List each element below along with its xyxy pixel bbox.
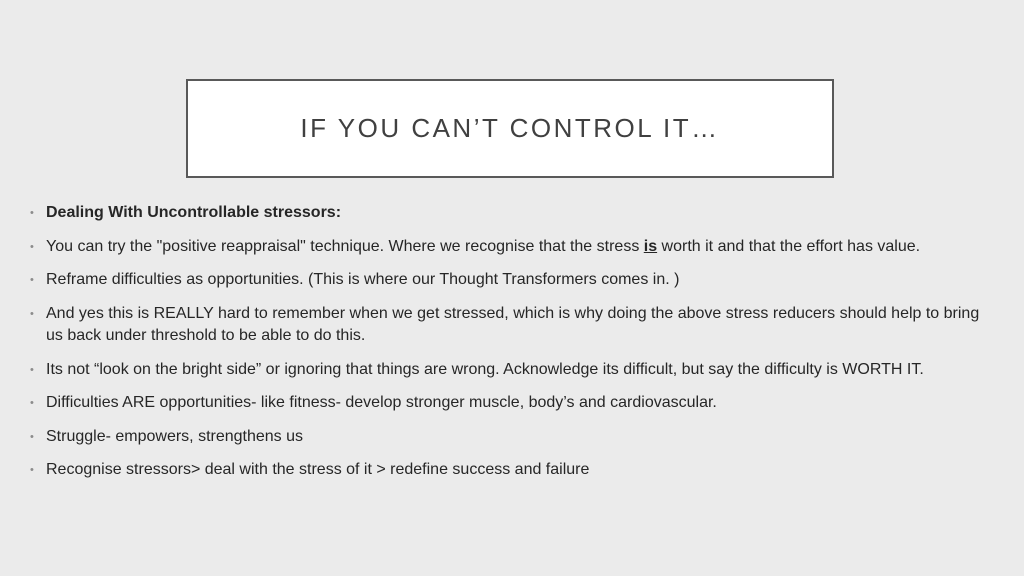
bullet-icon: • xyxy=(30,397,34,409)
bullet-icon: • xyxy=(30,240,34,253)
bullet-icon: • xyxy=(30,363,34,376)
bullet-icon: • xyxy=(30,430,34,443)
list-item xyxy=(30,359,990,382)
bullet-text: Struggle- empowers, strengthens us xyxy=(46,427,304,445)
bullet-text: Dealing With Uncontrollable stressors: xyxy=(46,204,342,221)
list-item xyxy=(30,392,990,415)
bullet-text-cont: worth it and that the effort has value. xyxy=(657,237,921,255)
title-box xyxy=(186,79,834,178)
bullet-text: Difficulties ARE opportunities- like fitness- develop stronger muscle, body’s and cardiovascular. xyxy=(46,394,717,411)
list-item xyxy=(30,426,990,449)
bullet-text: Reframe difficulties as opportunities. (This is where our Thought Transformers comes in. ) xyxy=(46,271,680,288)
slide-title: IF YOU CAN’T CONTROL IT… xyxy=(300,113,720,143)
bullet-text: And yes this is REALLY hard to remember when we get stressed, which is why doing the above stress reducers should help to bring us back under threshold to be able to do this. xyxy=(46,304,980,344)
bullet-icon: • xyxy=(30,207,34,219)
list-item xyxy=(30,202,990,225)
bullet-text: Recognise stressors> deal with the stress of it > redefine success and failure xyxy=(46,461,590,478)
bullet-text: Its not “look on the bright side” or ignoring that things are wrong. Acknowledge its difficult, but say the difficulty is WORTH IT. xyxy=(46,360,924,378)
list-item xyxy=(30,459,990,482)
list-item xyxy=(30,236,990,259)
bullet-icon: • xyxy=(30,464,34,476)
bullet-text: You can try the "positive reappraisal" technique. Where we recognise that the stress xyxy=(46,237,644,255)
bullet-emphasis: is xyxy=(643,237,658,255)
bullet-list xyxy=(30,202,990,493)
list-item xyxy=(30,269,990,292)
list-item xyxy=(30,303,990,348)
bullet-icon: • xyxy=(30,307,34,320)
bullet-icon: • xyxy=(30,274,34,286)
